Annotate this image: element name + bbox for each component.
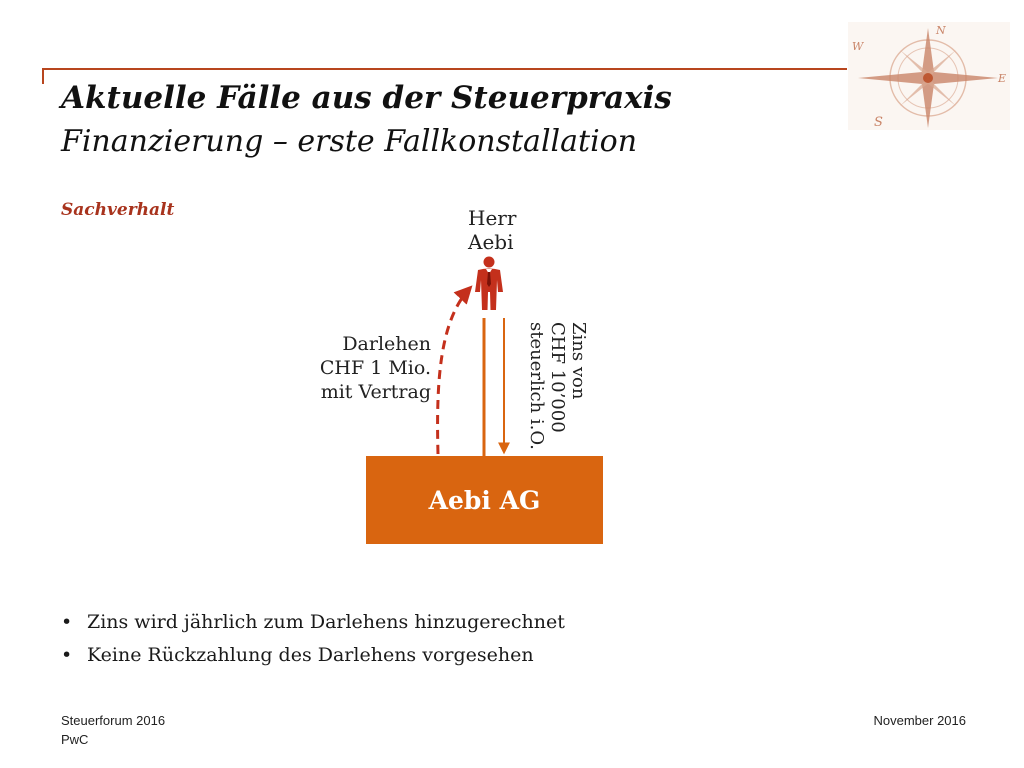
slide-subtitle: Finanzierung – erste Fallkonstallation — [61, 124, 638, 159]
loan-arrow — [438, 288, 470, 454]
slide-title: Aktuelle Fälle aus der Steuerpraxis — [61, 80, 672, 116]
company-label: Aebi AG — [428, 485, 541, 515]
loan-label-line: CHF 1 Mio. — [319, 357, 431, 379]
company-box — [366, 456, 603, 544]
title-rule-vertical — [42, 68, 44, 84]
person-label — [468, 206, 516, 254]
compass-letter-e: E — [998, 72, 1007, 85]
interest-label-line: Zins von — [568, 322, 589, 400]
interest-label-line: steuerlich i.O. — [526, 322, 547, 450]
interest-label — [515, 322, 589, 452]
loan-label-line: Darlehen — [342, 333, 431, 355]
interest-label-line: CHF 10’000 — [547, 322, 568, 433]
loan-label-line: mit Vertrag — [320, 381, 431, 403]
footer-left — [61, 711, 165, 749]
person-label-line2: Aebi — [468, 230, 514, 254]
footer-company: PwC — [61, 732, 89, 747]
compass-letter-n: N — [936, 24, 946, 37]
footer-date: November 2016 — [873, 713, 966, 728]
title-rule-horizontal — [42, 68, 847, 70]
footer-event: Steuerforum 2016 — [61, 713, 166, 728]
list-item: • Keine Rückzahlung des Darlehens vorgesehen — [61, 639, 565, 672]
compass-rose-icon — [848, 22, 1010, 130]
loan-label — [300, 332, 431, 404]
compass-letter-s: S — [874, 115, 883, 130]
section-label: Sachverhalt — [61, 200, 175, 220]
list-item: • Zins wird jährlich zum Darlehens hinzugerechnet — [61, 606, 565, 639]
businessman-icon — [474, 256, 504, 312]
compass-letter-w: W — [852, 40, 864, 53]
fact-list — [61, 606, 565, 672]
person-label-line1: Herr — [468, 206, 517, 230]
